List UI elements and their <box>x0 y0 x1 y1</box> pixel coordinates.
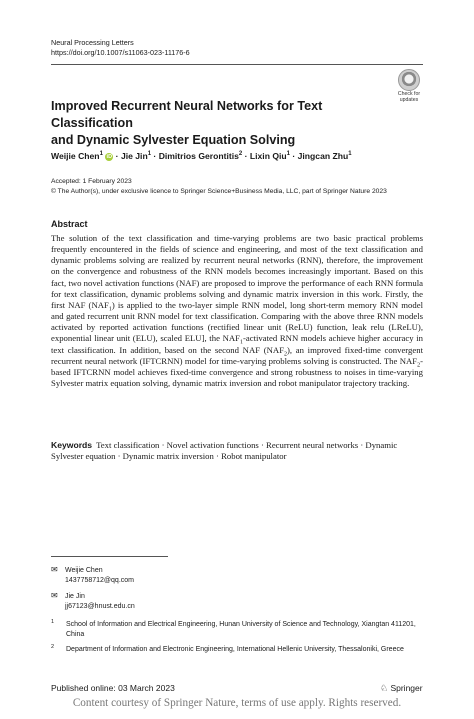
contact-email[interactable]: 1437758712@qq.com <box>65 577 134 584</box>
journal-header <box>51 38 190 58</box>
abstract-heading: Abstract <box>51 219 88 229</box>
check-updates-line2: updates <box>399 97 419 103</box>
author-separator: · <box>151 150 159 161</box>
author-separator: · <box>290 150 298 161</box>
subscript: 1 <box>239 340 243 347</box>
affiliation <box>51 645 423 655</box>
author-name[interactable]: Dimitrios Gerontitis <box>158 150 239 161</box>
envelope-icon: ✉ <box>51 591 58 600</box>
publisher-logo <box>380 683 423 694</box>
author-name[interactable]: Jie Jin <box>120 150 148 161</box>
subscript: 1 <box>108 306 112 313</box>
keywords <box>51 440 423 463</box>
paper-title <box>51 98 391 149</box>
title-line-2: and Dynamic Sylvester Equation Solving <box>51 133 296 147</box>
contact-item <box>51 565 134 586</box>
journal-name: Neural Processing Letters <box>51 38 134 47</box>
publication-dates <box>51 177 431 197</box>
contact-name: Jie Jin <box>65 593 85 600</box>
author-affiliation: 2 <box>238 151 243 157</box>
doi-link[interactable]: https://doi.org/10.1007/s11063-023-11176-6 <box>51 48 190 57</box>
keywords-heading: Keywords <box>51 440 93 450</box>
author-name[interactable]: Lixin Qiu <box>249 150 287 161</box>
publisher-name: Springer <box>390 683 423 693</box>
author-affiliation: 1 <box>99 151 103 157</box>
author-affiliation: 1 <box>348 151 352 157</box>
abstract-body <box>51 233 423 389</box>
author-affiliation: 1 <box>286 151 290 157</box>
check-updates-icon <box>398 69 420 91</box>
subscript: 2 <box>417 362 421 369</box>
abstract-text: -activated RNN models achieve higher accuracy in text classification. In addition, based on the second NAF (NAF <box>51 333 423 355</box>
springer-horse-icon: ♘ <box>380 683 389 693</box>
affiliation-text: Department of Information and Electronic Engineering, International Hellenic University, Thessaloniki, Greece <box>66 646 404 653</box>
subscript: 2 <box>284 351 288 358</box>
author-separator: · <box>113 150 121 161</box>
abstract-text: -based IFTCRNN model achieves fixed-time convergence and strong robustness to noises in time-varying Sylvester matrix equation solving, dynamic matrix inversion and robot manipulator trajectory tracking. <box>51 355 423 389</box>
published-date: Published online: 03 March 2023 <box>51 683 175 693</box>
copyright-notice: © The Author(s), under exclusive licence to Springer Science+Business Media, LLC, part of Springer Nature 2023 <box>51 188 387 195</box>
author-list <box>51 148 352 162</box>
envelope-icon: ✉ <box>51 565 58 574</box>
contact-item <box>51 591 135 612</box>
header-rule <box>51 64 423 65</box>
accepted-date: Accepted: 1 February 2023 <box>51 178 132 185</box>
orcid-icon[interactable]: iD <box>106 153 113 160</box>
affiliation-number: 1 <box>51 619 55 625</box>
contact-name: Weijie Chen <box>65 567 103 574</box>
author-name[interactable]: Weijie Chen <box>51 150 100 161</box>
keywords-text: Text classification · Novel activation functions · Recurrent neural networks · Dynamic Sylvester equation · Dynamic matrix inversion · Robot manipulator <box>51 440 398 462</box>
affiliation-number: 2 <box>51 644 55 650</box>
author-separator: · <box>242 150 250 161</box>
abstract-text: ), an improved fixed-time convergent recurrent neural network (IFTCRNN) model for time-varying problems solving is constructed. The NAF <box>51 344 423 366</box>
abstract-text: ) is applied to the two-layer simple RNN model, long short-term memory RNN model and gated recurrent unit RNN model for text classification. Comparing with the above three RNN models activated by reported activation functions (rectified linear unit (ReLU) function, leak relu (LReLU), exponential linear unit (ELU), scaled ELU], the NAF <box>51 299 423 344</box>
affiliation <box>51 620 423 639</box>
check-for-updates-button[interactable] <box>393 69 425 103</box>
abstract-text: The solution of the text classification and time-varying problems are two basic practical problems frequently encountered in the fields of science and engineering, and most of the text classification and dynamic problems solving are realized by recurrent neural networks (RNN), therefore, the improvement on the convergence and robustness of the RNN models becomes increasingly important. Based on this fact, two novel activation functions (NAF) are proposed to improve the performance of each RNN formula for text classification, dynamic problems solving and dynamic matrix inversion in this work. Firstly, the first NAF (NAF <box>51 233 423 310</box>
author-affiliation: 1 <box>147 151 152 157</box>
footnote-rule <box>51 556 168 557</box>
courtesy-watermark: Content courtesy of Springer Nature, terms of use apply. Rights reserved. <box>72 697 402 709</box>
author-name[interactable]: Jingcan Zhu <box>297 150 349 161</box>
affiliation-text: School of Information and Electrical Engineering, Hunan University of Science and Technology, Xiangtan 411201, China <box>66 621 416 638</box>
check-updates-line1: Check for <box>397 91 421 97</box>
contact-email[interactable]: jj67123@hnust.edu.cn <box>65 603 135 610</box>
title-line-1: Improved Recurrent Neural Networks for Text Classification <box>51 99 323 130</box>
